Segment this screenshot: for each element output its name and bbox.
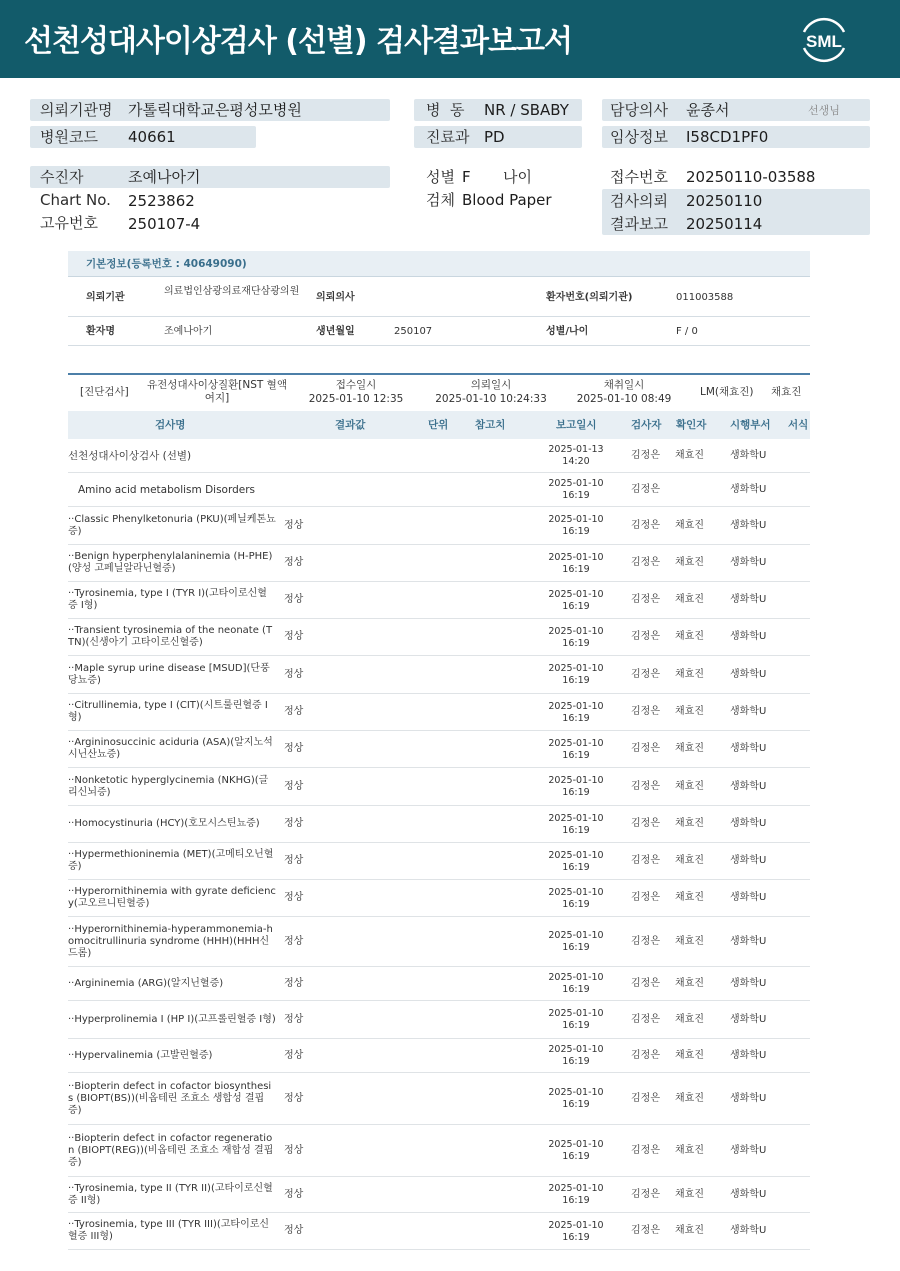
- report-time: 16:19: [562, 712, 590, 724]
- diagnosis-receipt-value: 2025-01-10 12:35: [308, 393, 404, 405]
- department: 생화학U: [730, 594, 767, 605]
- test-name: ··Biopterin defect in cofactor regeneration (BIOPT(REG))(비옵테린 조효소 재합성 결핍증): [68, 1133, 274, 1168]
- diagnosis-name: 유전성대사이상질환[NST 혈액여지]: [147, 379, 287, 404]
- sex-value: F: [462, 168, 471, 186]
- bi-patient-no-label: 환자번호(의뢰기관): [546, 292, 633, 303]
- report-date: 2025-01-10: [548, 887, 604, 898]
- report-datetime: [540, 775, 612, 798]
- report-datetime: [540, 813, 612, 836]
- doctor-label: 담당의사: [610, 101, 668, 119]
- test-name: ··Hyperornithinemia with gyrate deficiency(고오르니틴혈증): [68, 886, 276, 909]
- test-result: 정상: [284, 1014, 304, 1025]
- report-datetime: [540, 589, 612, 612]
- department: 생화학U: [730, 450, 767, 461]
- bi-sexage-label: 성별/나이: [546, 326, 589, 337]
- report-time: 16:19: [562, 1231, 590, 1243]
- report-date: 2025-01-10: [548, 850, 604, 861]
- bi-institution-label: 의뢰기관: [86, 292, 125, 303]
- confirmer-name: 채효진: [675, 520, 704, 531]
- bi-institution-value: 의료법인삼광의료재단삼광의원: [164, 286, 300, 297]
- test-result: 정상: [284, 1225, 304, 1236]
- test-name: ··Benign hyperphenylalaninemia (H-PHE)(양성 고페닐알라닌혈증): [68, 551, 273, 574]
- table-row: [68, 1177, 810, 1213]
- tester-name: 김정은: [631, 450, 660, 461]
- report-date: 2025-01-10: [548, 1183, 604, 1194]
- diagnosis-top-rule: [68, 373, 810, 375]
- confirmer-name: 채효진: [675, 1014, 704, 1025]
- department: 생화학U: [730, 669, 767, 680]
- confirmer-name: 채효진: [675, 706, 704, 717]
- department: 생화학U: [730, 706, 767, 717]
- confirmer-name: 채효진: [675, 818, 704, 829]
- report-time: 16:19: [562, 983, 590, 995]
- test-name: ··Tyrosinemia, type I (TYR I)(고타이로신혈증 I형): [68, 588, 267, 611]
- report-date: 2025-01-10: [548, 1008, 604, 1019]
- test-result: 정상: [284, 892, 304, 903]
- test-name: ··Homocystinuria (HCY)(호모시스틴뇨증): [68, 818, 260, 829]
- bi-divider: [68, 316, 810, 317]
- report-datetime: [540, 1087, 612, 1110]
- department: 생화학U: [730, 557, 767, 568]
- report-date: 2025-01-10: [548, 478, 604, 489]
- report-date: 2025-01-10: [548, 1220, 604, 1231]
- test-name: ··Maple syrup urine disease [MSUD](단풍당뇨증): [68, 663, 270, 686]
- test-result: 정상: [284, 1050, 304, 1061]
- report-time: 16:19: [562, 861, 590, 873]
- test-result: 정상: [284, 594, 304, 605]
- department: 생화학U: [730, 631, 767, 642]
- dept-label: 진료과: [426, 128, 470, 146]
- department: 생화학U: [730, 743, 767, 754]
- diagnosis-request-value: 2025-01-10 10:24:33: [435, 393, 547, 405]
- receipt-label: 접수번호: [610, 168, 668, 186]
- report-datetime: [540, 478, 612, 501]
- bi-sexage-value: F / 0: [676, 326, 698, 337]
- table-row: [68, 731, 810, 768]
- col-format: 서식: [788, 419, 809, 431]
- report-header: [0, 0, 900, 78]
- report-date: 2025-01-10: [548, 1087, 604, 1098]
- tester-name: 김정은: [631, 1050, 660, 1061]
- test-result: 정상: [284, 706, 304, 717]
- col-test-name: 검사명: [155, 419, 186, 431]
- reported-value: 20250114: [686, 215, 763, 233]
- ward-value: NR / SBABY: [484, 101, 569, 119]
- report-date: 2025-01-10: [548, 514, 604, 525]
- department: 생화학U: [730, 1093, 767, 1104]
- test-result: 정상: [284, 781, 304, 792]
- chart-value: 2523862: [128, 192, 195, 210]
- report-date: 2025-01-10: [548, 589, 604, 600]
- report-date: 2025-01-10: [548, 738, 604, 749]
- table-row: [68, 507, 810, 545]
- test-name: Amino acid metabolism Disorders: [78, 484, 256, 496]
- clinical-label: 임상정보: [610, 128, 668, 146]
- report-datetime: [540, 1183, 612, 1206]
- test-name: ··Citrullinemia, type I (CIT)(시트룰린혈증 I형): [68, 700, 268, 723]
- report-time: 16:19: [562, 637, 590, 649]
- table-row: [68, 880, 810, 917]
- department: 생화학U: [730, 1014, 767, 1025]
- confirmer-name: 채효진: [675, 631, 704, 642]
- test-result: 정상: [284, 669, 304, 680]
- bi-dob-label: 생년월일: [316, 326, 355, 337]
- unique-label: 고유번호: [40, 214, 98, 232]
- confirmer-name: 채효진: [675, 1189, 704, 1200]
- sml-logo-icon: [796, 12, 852, 68]
- col-tester: 검사자: [631, 419, 662, 431]
- diagnosis-lm: LM(채효진): [700, 386, 754, 398]
- patient-value: 조예나아기: [128, 168, 201, 186]
- table-row: [68, 768, 810, 806]
- tester-name: 김정은: [631, 978, 660, 989]
- table-row: [68, 806, 810, 843]
- table-row: [68, 619, 810, 656]
- tester-name: 김정은: [631, 1093, 660, 1104]
- department: 생화학U: [730, 1050, 767, 1061]
- test-result: 정상: [284, 520, 304, 531]
- report-date: 2025-01-10: [548, 775, 604, 786]
- report-time: 16:19: [562, 600, 590, 612]
- tester-name: 김정은: [631, 855, 660, 866]
- code-label: 병원코드: [40, 128, 98, 146]
- diagnosis-receipt-label: 접수일시: [335, 379, 377, 391]
- unique-value: 250107-4: [128, 215, 201, 233]
- report-datetime: [540, 930, 612, 953]
- department: 생화학U: [730, 781, 767, 792]
- test-result: 정상: [284, 1093, 304, 1104]
- test-result: 정상: [284, 631, 304, 642]
- sex-label: 성별: [426, 168, 455, 186]
- tester-name: 김정은: [631, 1145, 660, 1156]
- report-date: 2025-01-10: [548, 1139, 604, 1150]
- tester-name: 김정은: [631, 818, 660, 829]
- department: 생화학U: [730, 1225, 767, 1236]
- test-result: 정상: [284, 855, 304, 866]
- doctor-suffix: 선생님: [808, 104, 840, 117]
- ward-label: 병 동: [426, 101, 465, 119]
- tester-name: 김정은: [631, 892, 660, 903]
- table-row: [68, 917, 810, 967]
- tester-name: 김정은: [631, 936, 660, 947]
- report-time: 16:19: [562, 749, 590, 761]
- test-name: ··Tyrosinemia, type III (TYR III)(고타이로신혈증 III형): [68, 1219, 270, 1242]
- confirmer-name: 채효진: [675, 450, 704, 461]
- basic-info-title: 기본정보(등록번호 : 40649090): [86, 258, 247, 270]
- report-time: 16:19: [562, 1019, 590, 1031]
- test-name: ··Biopterin defect in cofactor biosynthesis (BIOPT(BS))(비옵테린 조효소 생합성 결핍증): [68, 1081, 272, 1116]
- test-name: ··Nonketotic hyperglycinemia (NKHG)(글리신뇌증): [68, 775, 269, 798]
- test-name: ··Hyperornithinemia-hyperammonemia-homocitrullinuria syndrome (HHH)(HHH신드롬): [68, 924, 273, 959]
- report-time: 16:19: [562, 674, 590, 686]
- table-row: [68, 1001, 810, 1039]
- report-datetime: [540, 1139, 612, 1162]
- reported-label: 결과보고: [610, 215, 668, 233]
- col-result: 결과값: [335, 419, 366, 431]
- department: 생화학U: [730, 520, 767, 531]
- report-datetime: [540, 663, 612, 686]
- test-name: ··Argininosuccinic aciduria (ASA)(알지노석시닌산뇨증): [68, 737, 273, 760]
- age-label: 나이: [503, 168, 532, 186]
- bi-patient-no-value: 011003588: [676, 292, 734, 303]
- report-datetime: [540, 1220, 612, 1243]
- tester-name: 김정은: [631, 706, 660, 717]
- logo-text: SML: [806, 32, 842, 51]
- report-time: 16:19: [562, 563, 590, 575]
- institution-value: 가톨릭대학교은평성모병원: [128, 101, 302, 119]
- confirmer-name: 채효진: [675, 892, 704, 903]
- tester-name: 김정은: [631, 484, 660, 495]
- col-report-date: 보고일시: [556, 419, 597, 431]
- table-row: [68, 582, 810, 619]
- tester-name: 김정은: [631, 631, 660, 642]
- report-time: 16:19: [562, 525, 590, 537]
- report-date: 2025-01-10: [548, 972, 604, 983]
- table-row: [68, 694, 810, 731]
- report-datetime: [540, 1044, 612, 1067]
- test-name: 선천성대사이상검사 (선별): [68, 450, 192, 462]
- table-row: [68, 656, 810, 694]
- bi-doctor-label: 의뢰의사: [316, 292, 355, 303]
- report-datetime: [540, 1008, 612, 1031]
- diagnosis-type: [진단검사]: [80, 386, 129, 398]
- report-datetime: [540, 552, 612, 575]
- table-row: [68, 843, 810, 880]
- report-datetime: [540, 738, 612, 761]
- department: 생화학U: [730, 484, 767, 495]
- test-name: ··Hypermethioninemia (MET)(고메티오닌혈증): [68, 849, 274, 872]
- confirmer-name: 채효진: [675, 1145, 704, 1156]
- department: 생화학U: [730, 892, 767, 903]
- table-row: [68, 473, 810, 507]
- confirmer-name: 채효진: [675, 855, 704, 866]
- dept-value: PD: [484, 128, 505, 146]
- department: 생화학U: [730, 978, 767, 989]
- report-datetime: [540, 887, 612, 910]
- report-datetime: [540, 514, 612, 537]
- bi-dob-value: 250107: [394, 326, 433, 337]
- report-datetime: [540, 626, 612, 649]
- table-row: [68, 967, 810, 1001]
- confirmer-name: 채효진: [675, 743, 704, 754]
- col-department: 시행부서: [730, 419, 771, 431]
- tester-name: 김정은: [631, 1189, 660, 1200]
- report-datetime: [540, 972, 612, 995]
- department: 생화학U: [730, 855, 767, 866]
- diagnosis-person: 채효진: [771, 386, 802, 398]
- report-time: 16:19: [562, 1194, 590, 1206]
- report-time: 16:19: [562, 786, 590, 798]
- report-date: 2025-01-13: [548, 444, 604, 455]
- report-time: 16:19: [562, 941, 590, 953]
- department: 생화학U: [730, 936, 767, 947]
- confirmer-name: 채효진: [675, 669, 704, 680]
- report-time: 16:19: [562, 1098, 590, 1110]
- patient-label: 수진자: [40, 168, 84, 186]
- department: 생화학U: [730, 1189, 767, 1200]
- tester-name: 김정은: [631, 1225, 660, 1236]
- confirmer-name: 채효진: [675, 936, 704, 947]
- confirmer-name: 채효진: [675, 1225, 704, 1236]
- table-row: [68, 1125, 810, 1177]
- table-row: [68, 1073, 810, 1125]
- specimen-value: Blood Paper: [462, 191, 552, 209]
- report-time: 14:20: [562, 455, 590, 467]
- diagnosis-collect-label: 채취일시: [603, 379, 645, 391]
- report-date: 2025-01-10: [548, 663, 604, 674]
- test-result: 정상: [284, 978, 304, 989]
- bi-patient-value: 조예나아기: [164, 326, 213, 337]
- col-unit: 단위: [428, 419, 449, 431]
- test-name: ··Tyrosinemia, type II (TYR II)(고타이로신혈증 II형): [68, 1183, 273, 1206]
- tester-name: 김정은: [631, 557, 660, 568]
- report-date: 2025-01-10: [548, 626, 604, 637]
- tester-name: 김정은: [631, 594, 660, 605]
- chart-label: Chart No.: [40, 191, 111, 209]
- receipt-value: 20250110-03588: [686, 168, 816, 186]
- report-datetime: [540, 701, 612, 724]
- confirmer-name: 채효진: [675, 1093, 704, 1104]
- institution-label: 의뢰기관명: [40, 101, 113, 119]
- tester-name: 김정은: [631, 743, 660, 754]
- tester-name: 김정은: [631, 1014, 660, 1025]
- bi-divider-bottom: [68, 345, 810, 346]
- report-title: 선천성대사이상검사 (선별) 검사결과보고서: [24, 24, 572, 59]
- test-result: 정상: [284, 1189, 304, 1200]
- tester-name: 김정은: [631, 781, 660, 792]
- confirmer-name: 채효진: [675, 978, 704, 989]
- requested-value: 20250110: [686, 192, 763, 210]
- test-name: ··Hypervalinemia (고발린혈증): [68, 1050, 213, 1061]
- department: 생화학U: [730, 1145, 767, 1156]
- test-result: 정상: [284, 557, 304, 568]
- bi-patient-label: 환자명: [86, 326, 115, 337]
- test-name: ··Transient tyrosinemia of the neonate (TTN)(신생아기 고타이로신혈증): [68, 625, 273, 648]
- specimen-label: 검체: [426, 191, 455, 209]
- tester-name: 김정은: [631, 520, 660, 531]
- test-name: ··Classic Phenylketonuria (PKU)(페닐케톤뇨증): [68, 514, 276, 537]
- report-datetime: [540, 850, 612, 873]
- confirmer-name: 채효진: [675, 781, 704, 792]
- col-reference: 참고치: [475, 419, 506, 431]
- confirmer-name: 채효진: [675, 594, 704, 605]
- confirmer-name: 채효진: [675, 1050, 704, 1061]
- tester-name: 김정은: [631, 669, 660, 680]
- table-row: [68, 545, 810, 582]
- col-confirmer: 확인자: [676, 419, 707, 431]
- code-value: 40661: [128, 128, 176, 146]
- doctor-value: 윤종서: [686, 101, 730, 119]
- test-result: 정상: [284, 1145, 304, 1156]
- diagnosis-request-label: 의뢰일시: [470, 379, 512, 391]
- table-row: [68, 1213, 810, 1250]
- table-row: [68, 439, 810, 473]
- report-time: 16:19: [562, 1150, 590, 1162]
- report-date: 2025-01-10: [548, 552, 604, 563]
- report-time: 16:19: [562, 489, 590, 501]
- test-name: ··Argininemia (ARG)(알지닌혈증): [68, 978, 224, 989]
- patient-bar: [30, 166, 390, 188]
- requested-label: 검사의뢰: [610, 192, 668, 210]
- department: 생화학U: [730, 818, 767, 829]
- confirmer-name: 채효진: [675, 557, 704, 568]
- report-time: 16:19: [562, 898, 590, 910]
- clinical-value: I58CD1PF0: [686, 128, 769, 146]
- report-datetime: [540, 444, 612, 467]
- test-name: ··Hyperprolinemia I (HP I)(고프롤린혈증 I형): [68, 1014, 276, 1025]
- report-date: 2025-01-10: [548, 701, 604, 712]
- diagnosis-collect-value: 2025-01-10 08:49: [576, 393, 672, 405]
- test-result: 정상: [284, 818, 304, 829]
- report-time: 16:19: [562, 824, 590, 836]
- test-result: 정상: [284, 743, 304, 754]
- report-date: 2025-01-10: [548, 1044, 604, 1055]
- report-time: 16:19: [562, 1055, 590, 1067]
- report-date: 2025-01-10: [548, 930, 604, 941]
- test-result: 정상: [284, 936, 304, 947]
- report-date: 2025-01-10: [548, 813, 604, 824]
- table-row: [68, 1039, 810, 1073]
